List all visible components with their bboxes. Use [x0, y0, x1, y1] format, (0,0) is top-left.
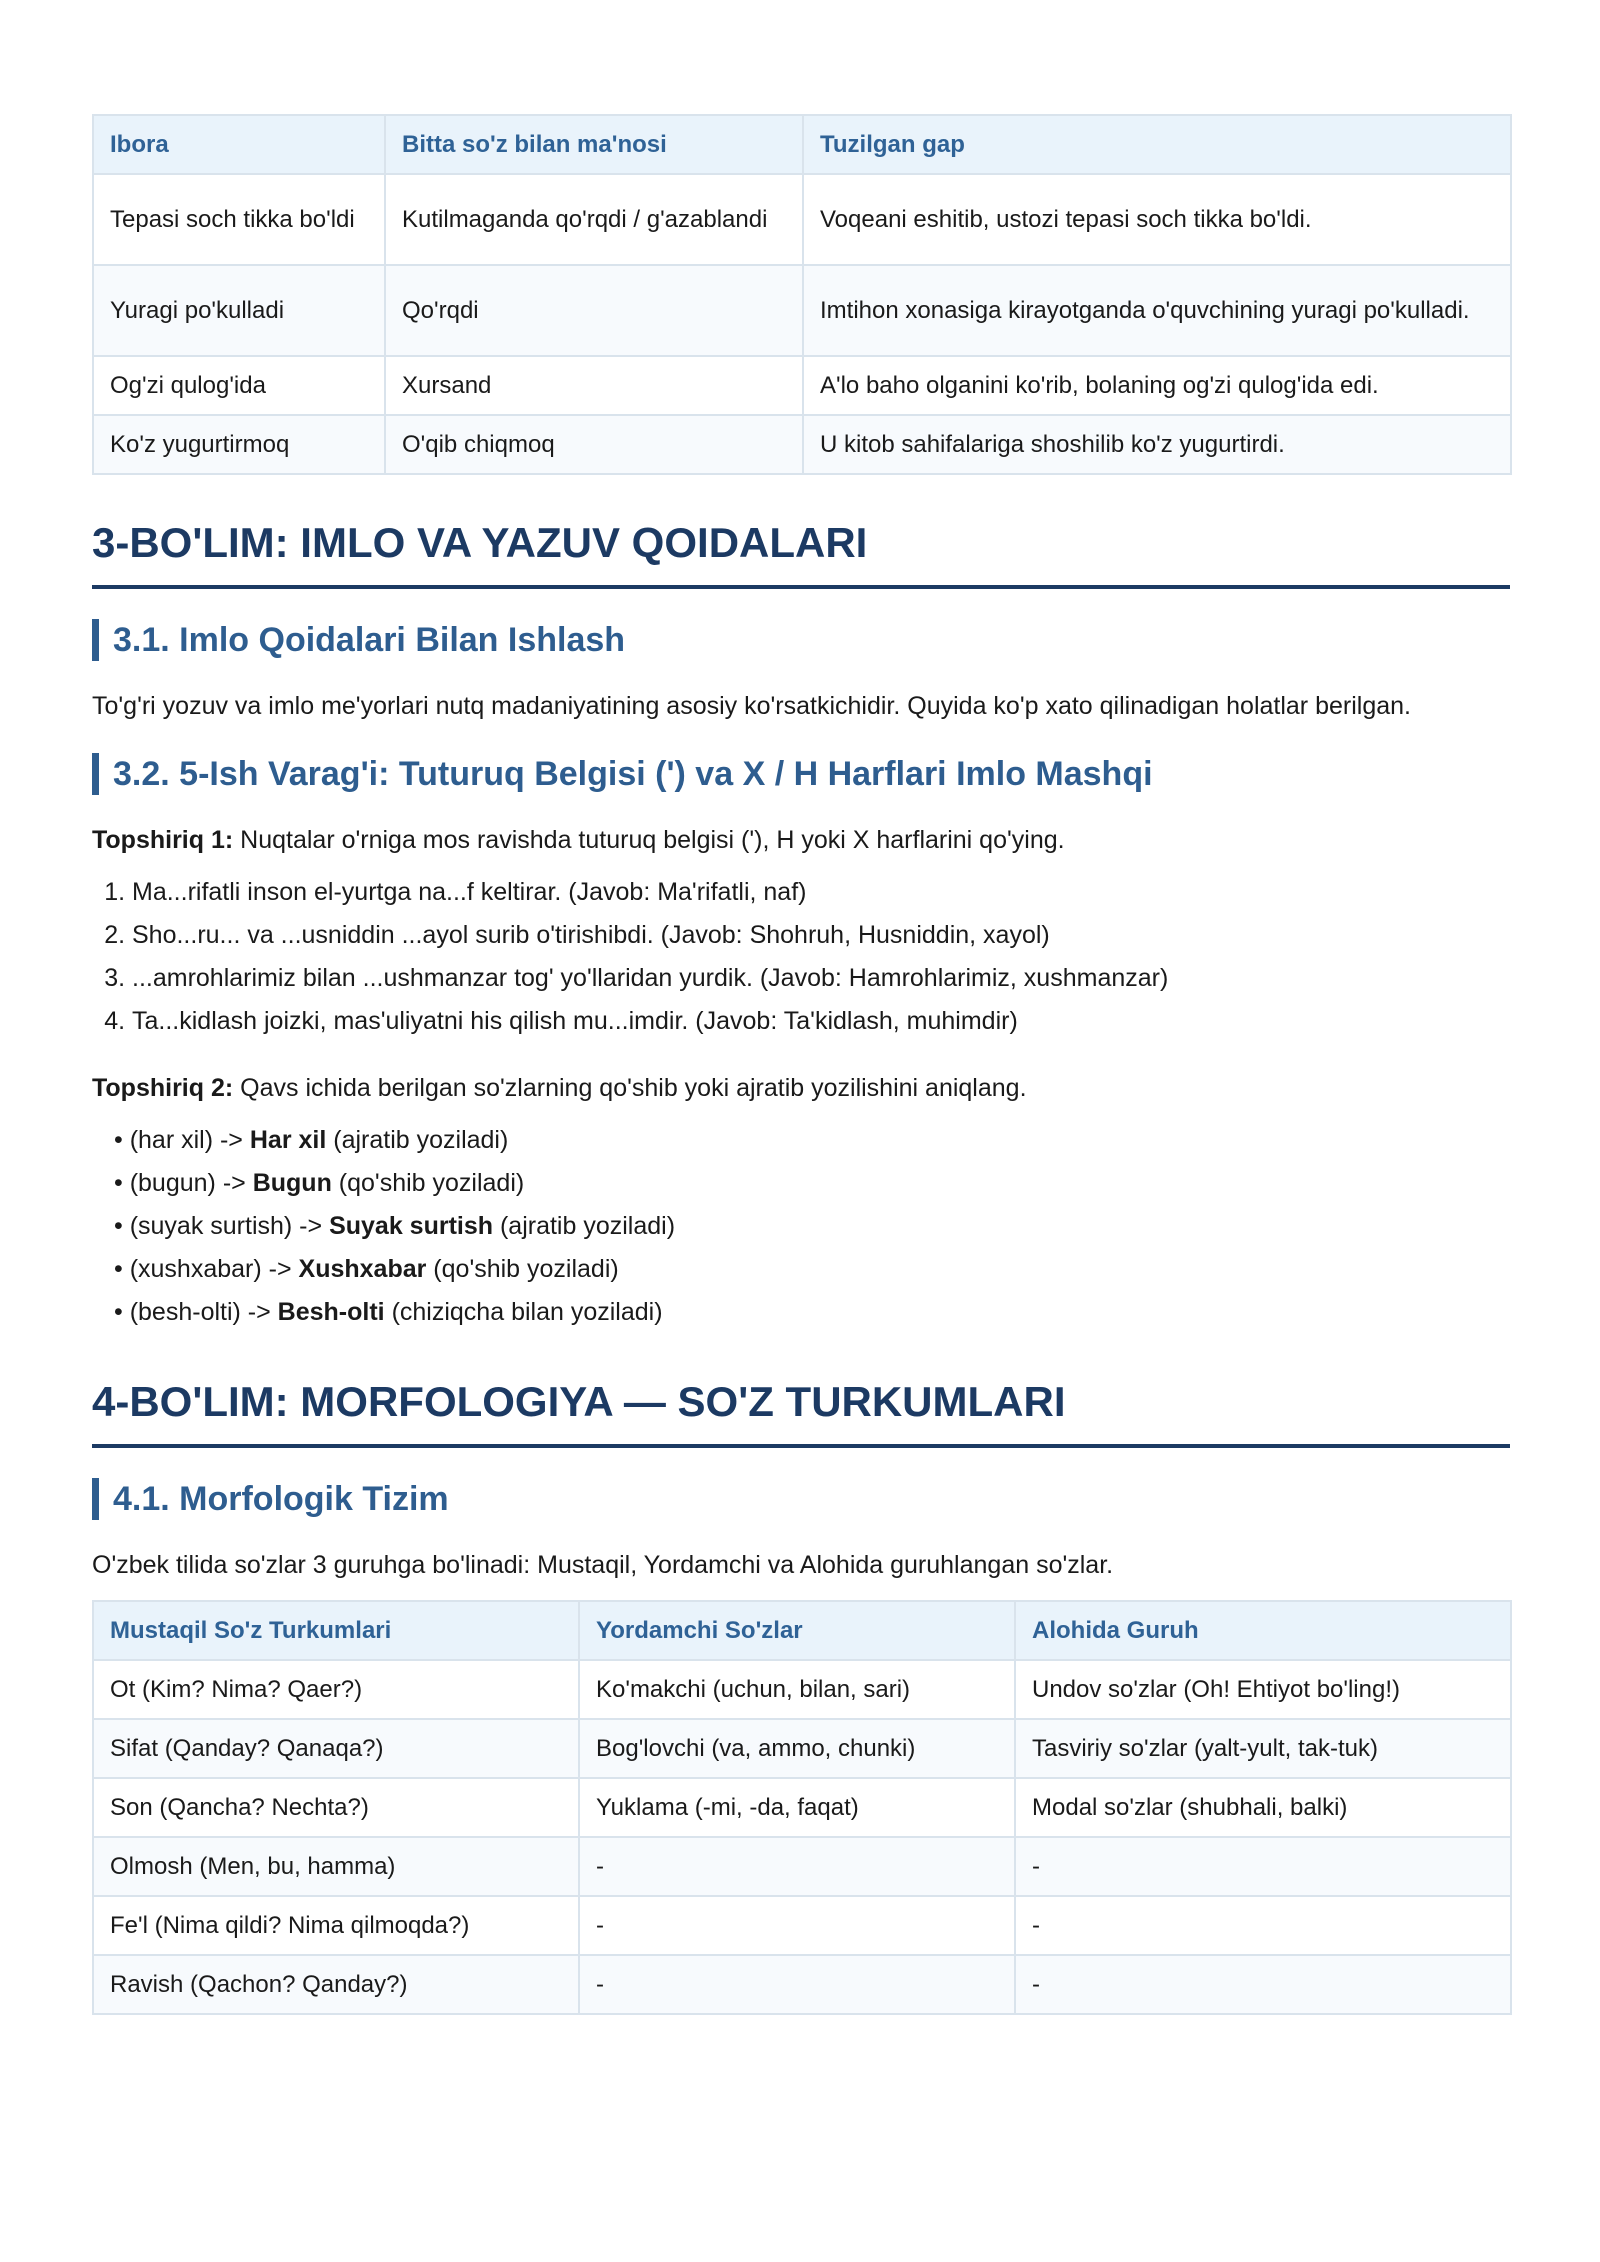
table-cell: Tepasi soch tikka bo'ldi: [93, 174, 385, 265]
subsection-4-1-text: O'zbek tilida so'zlar 3 guruhga bo'linadi: Mustaqil, Yordamchi va Alohida guruhlangan so'zlar.: [92, 1551, 1114, 1579]
subsection-3-2-title: 3.2. 5-Ish Varag'i: Tuturuq Belgisi (') va X / H Harflari Imlo Mashqi: [92, 753, 1510, 795]
table-cell: Og'zi qulog'ida: [93, 356, 385, 415]
table-row: [93, 265, 1511, 356]
list-item: • (xushxabar) -> Xushxabar (qo'shib yoziladi): [114, 1248, 1510, 1291]
table-cell: Olmosh (Men, bu, hamma): [93, 1837, 579, 1896]
table-cell: Son (Qancha? Nechta?): [93, 1778, 579, 1837]
table-row: [93, 1837, 1511, 1896]
table-cell: Yuklama (-mi, -da, faqat): [579, 1778, 1015, 1837]
table-cell: U kitob sahifalariga shoshilib ko'z yugurtirdi.: [803, 415, 1511, 474]
list-item: • (bugun) -> Bugun (qo'shib yoziladi): [114, 1162, 1510, 1205]
task-2-instruction: [92, 1071, 1510, 1105]
list-item: 2. Sho...ru... va ...usniddin ...ayol surib o'tirishibdi. (Javob: Shohruh, Husniddin, xayol): [132, 914, 1510, 957]
table-cell: Bog'lovchi (va, ammo, chunki): [579, 1719, 1015, 1778]
column-header: Ibora: [93, 115, 385, 174]
table-cell: Undov so'zlar (Oh! Ehtiyot bo'ling!): [1015, 1660, 1511, 1719]
table-row: [93, 356, 1511, 415]
table-cell: O'qib chiqmoq: [385, 415, 803, 474]
document-page: [92, 114, 1510, 2015]
column-header: Tuzilgan gap: [803, 115, 1511, 174]
idioms-table: [92, 114, 1512, 475]
table-cell: Xursand: [385, 356, 803, 415]
column-header: Alohida Guruh: [1015, 1601, 1511, 1660]
task-1-label: Topshiriq 1:: [92, 826, 234, 854]
table-cell: Fe'l (Nima qildi? Nima qilmoqda?): [93, 1896, 579, 1955]
task-2-text: Qavs ichida berilgan so'zlarning qo'shib yoki ajratib yozilishini aniqlang.: [240, 1074, 1027, 1102]
list-item: 4. Ta...kidlash joizki, mas'uliyatni his qilish mu...imdir. (Javob: Ta'kidlash, muhimdir): [132, 1000, 1510, 1043]
table-cell: -: [579, 1955, 1015, 2014]
table-cell: Sifat (Qanday? Qanaqa?): [93, 1719, 579, 1778]
table-row: [93, 174, 1511, 265]
table-row: [93, 1719, 1511, 1778]
table-cell: -: [579, 1837, 1015, 1896]
subsection-3-1-text: To'g'ri yozuv va imlo me'yorlari nutq madaniyatining asosiy ko'rsatkichidir. Quyida ko'p xato qilinadigan holatlar berilgan.: [92, 692, 1411, 720]
task-1-instruction: [92, 823, 1510, 857]
table-cell: A'lo baho olganini ko'rib, bolaning og'zi qulog'ida edi.: [803, 356, 1511, 415]
table-header-row: [93, 1601, 1511, 1660]
table-cell: Ko'makchi (uchun, bilan, sari): [579, 1660, 1015, 1719]
table-cell: Yuragi po'kulladi: [93, 265, 385, 356]
table-row: [93, 1955, 1511, 2014]
list-item: • (besh-olti) -> Besh-olti (chiziqcha bilan yoziladi): [114, 1291, 1510, 1334]
word-classes-table: [92, 1600, 1512, 2015]
subsection-3-1-title: 3.1. Imlo Qoidalari Bilan Ishlash: [92, 619, 1510, 661]
task-1-text: Nuqtalar o'rniga mos ravishda tuturuq belgisi ('), H yoki X harflarini qo'ying.: [240, 826, 1065, 854]
list-item: 3. ...amrohlarimiz bilan ...ushmanzar tog' yo'llaridan yurdik. (Javob: Hamrohlarimiz, xushmanzar): [132, 957, 1510, 1000]
column-header: Yordamchi So'zlar: [579, 1601, 1015, 1660]
column-header: Mustaqil So'z Turkumlari: [93, 1601, 579, 1660]
column-header: Bitta so'z bilan ma'nosi: [385, 115, 803, 174]
table-row: [93, 1660, 1511, 1719]
table-cell: Ot (Kim? Nima? Qaer?): [93, 1660, 579, 1719]
section-3-title: 3-BO'LIM: IMLO VA YAZUV QOIDALARI: [92, 515, 1510, 589]
list-item: • (har xil) -> Har xil (ajratib yoziladi): [114, 1119, 1510, 1162]
table-row: [93, 415, 1511, 474]
table-cell: Ravish (Qachon? Qanday?): [93, 1955, 579, 2014]
table-cell: Imtihon xonasiga kirayotganda o'quvchining yuragi po'kulladi.: [803, 265, 1511, 356]
table-row: [93, 1896, 1511, 1955]
table-cell: -: [1015, 1837, 1511, 1896]
table-cell: Qo'rqdi: [385, 265, 803, 356]
section-4-title: 4-BO'LIM: MORFOLOGIYA — SO'Z TURKUMLARI: [92, 1374, 1510, 1448]
task-2-list: [92, 1119, 1510, 1334]
table-cell: -: [1015, 1955, 1511, 2014]
list-item: 1. Ma...rifatli inson el-yurtga na...f keltirar. (Javob: Ma'rifatli, naf): [132, 871, 1510, 914]
table-cell: -: [1015, 1896, 1511, 1955]
list-item: • (suyak surtish) -> Suyak surtish (ajratib yoziladi): [114, 1205, 1510, 1248]
table-cell: Kutilmaganda qo'rqdi / g'azablandi: [385, 174, 803, 265]
table-cell: Ko'z yugurtirmoq: [93, 415, 385, 474]
task-2-label: Topshiriq 2:: [92, 1074, 234, 1102]
subsection-4-1-title: 4.1. Morfologik Tizim: [92, 1478, 1510, 1520]
table-header-row: [93, 115, 1511, 174]
table-row: [93, 1778, 1511, 1837]
task-1-list: [92, 871, 1510, 1043]
table-cell: Voqeani eshitib, ustozi tepasi soch tikka bo'ldi.: [803, 174, 1511, 265]
table-cell: Tasviriy so'zlar (yalt-yult, tak-tuk): [1015, 1719, 1511, 1778]
table-cell: -: [579, 1896, 1015, 1955]
table-cell: Modal so'zlar (shubhali, balki): [1015, 1778, 1511, 1837]
